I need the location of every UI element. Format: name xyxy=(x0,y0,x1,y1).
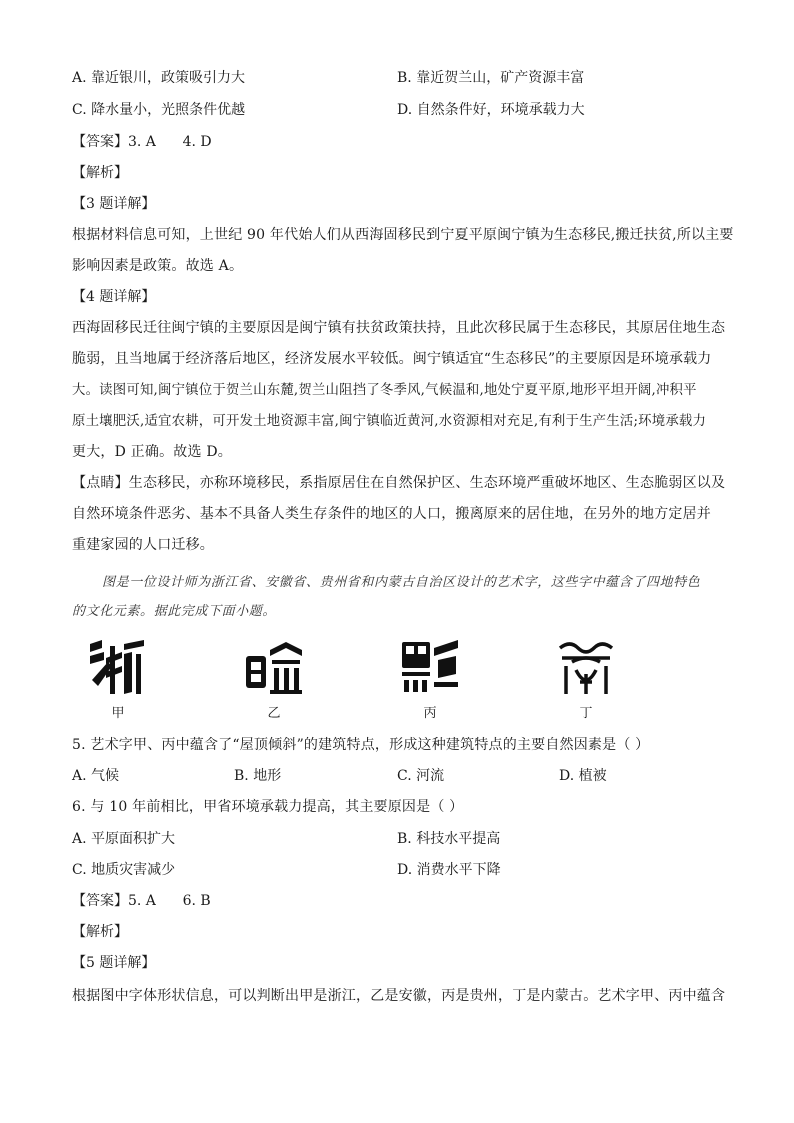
figure-label-yi: 乙 xyxy=(267,706,281,721)
detail-heading-q4: 【4 题详解】 xyxy=(72,289,156,305)
wan-art-character-icon xyxy=(244,640,304,696)
figure-label-jia: 甲 xyxy=(111,706,125,721)
figure-label-ding: 丁 xyxy=(579,706,593,721)
option-d-q4: D. 自然条件好，环境承载力大 xyxy=(397,102,585,118)
dianjing-line-2: 自然环境条件恶劣、基本不具备人类生存条件的地区的人口，搬离原来的居住地，在另外的地方定居并 xyxy=(72,506,711,522)
answer-block-1 xyxy=(72,131,212,151)
detail-q5-line-1: 根据图中字体形状信息，可以判断出甲是浙江，乙是安徽，丙是贵州，丁是内蒙古。艺术字甲、丙中蕴含 xyxy=(72,988,726,1004)
detail-q4-line-2: 脆弱，且当地属于经济落后地区，经济发展水平较低。闽宁镇适宜“生态移民”的主要原因是环境承载力 xyxy=(72,351,712,367)
answer-value: 5. A 6. B xyxy=(128,893,211,909)
q5-option-d: D. 植被 xyxy=(559,768,607,784)
dianjing-line-3: 重建家园的人口迁移。 xyxy=(72,537,214,553)
analysis-heading-2: 【解析】 xyxy=(72,924,128,940)
qian-art-character-icon xyxy=(400,640,460,696)
detail-q3-line-2: 影响因素是政策。故选 A。 xyxy=(72,258,244,274)
answer-tag: 【答案】 xyxy=(72,134,128,150)
option-c-q4: C. 降水量小，光照条件优越 xyxy=(72,102,246,118)
q6-option-b: B. 科技水平提高 xyxy=(397,831,501,847)
q6-option-a: A. 平原面积扩大 xyxy=(72,831,176,847)
q5-option-c: C. 河流 xyxy=(397,768,445,784)
dianjing-line-1: 【点睛】生态移民，亦称环境移民，系指原居住在自然保护区、生态环境严重破坏地区、生态脆弱区以及 xyxy=(72,475,726,491)
option-b-q4: B. 靠近贺兰山，矿产资源丰富 xyxy=(397,70,585,86)
meng-art-character-icon xyxy=(556,640,616,696)
zhe-art-character-icon xyxy=(88,640,148,696)
detail-q4-line-1: 西海固移民迁往闽宁镇的主要原因是闽宁镇有扶贫政策扶持，且此次移民属于生态移民，其原居住地生态 xyxy=(72,320,726,336)
detail-q4-line-3: 大。读图可知,闽宁镇位于贺兰山东麓,贺兰山阻挡了冬季风,气候温和,地处宁夏平原,地形平坦开阔,冲积平 xyxy=(72,383,697,398)
q6-option-d: D. 消费水平下降 xyxy=(397,862,501,878)
detail-q3-line-1: 根据材料信息可知，上世纪 90 年代始人们从西海固移民到宁夏平原闽宁镇为生态移民,搬迁扶贫,所以主要 xyxy=(72,227,734,243)
figure-label-bing: 丙 xyxy=(423,706,437,721)
answer-value: 3. A 4. D xyxy=(128,134,212,150)
question-6-stem: 6. 与 10 年前相比，甲省环境承载力提高，其主要原因是（ ） xyxy=(72,799,464,815)
intro-line-1: 图是一位设计师为浙江省、安徽省、贵州省和内蒙古自治区设计的艺术字，这些字中蕴含了四地特色 xyxy=(102,575,701,590)
analysis-heading-1: 【解析】 xyxy=(72,165,128,181)
q5-option-b: B. 地形 xyxy=(234,768,282,784)
intro-line-2: 的文化元素。据此完成下面小题。 xyxy=(72,604,277,619)
detail-q4-line-5: 更大，D 正确。故选 D。 xyxy=(72,444,232,460)
answer-tag: 【答案】 xyxy=(72,893,128,909)
answer-block-2 xyxy=(72,890,211,910)
q5-option-a: A. 气候 xyxy=(72,768,120,784)
detail-q4-line-4: 原土壤肥沃,适宜农耕，可开发土地资源丰富,闽宁镇临近黄河,水资源相对充足,有利于生产生活;环境承载力 xyxy=(72,414,707,429)
question-5-stem: 5. 艺术字甲、丙中蕴含了“屋顶倾斜”的建筑特点，形成这种建筑特点的主要自然因素是（ ） xyxy=(72,737,650,753)
option-a-q4: A. 靠近银川，政策吸引力大 xyxy=(72,70,246,86)
detail-heading-q3: 【3 题详解】 xyxy=(72,196,156,212)
q6-option-c: C. 地质灾害减少 xyxy=(72,862,176,878)
detail-heading-q5: 【5 题详解】 xyxy=(72,955,156,971)
